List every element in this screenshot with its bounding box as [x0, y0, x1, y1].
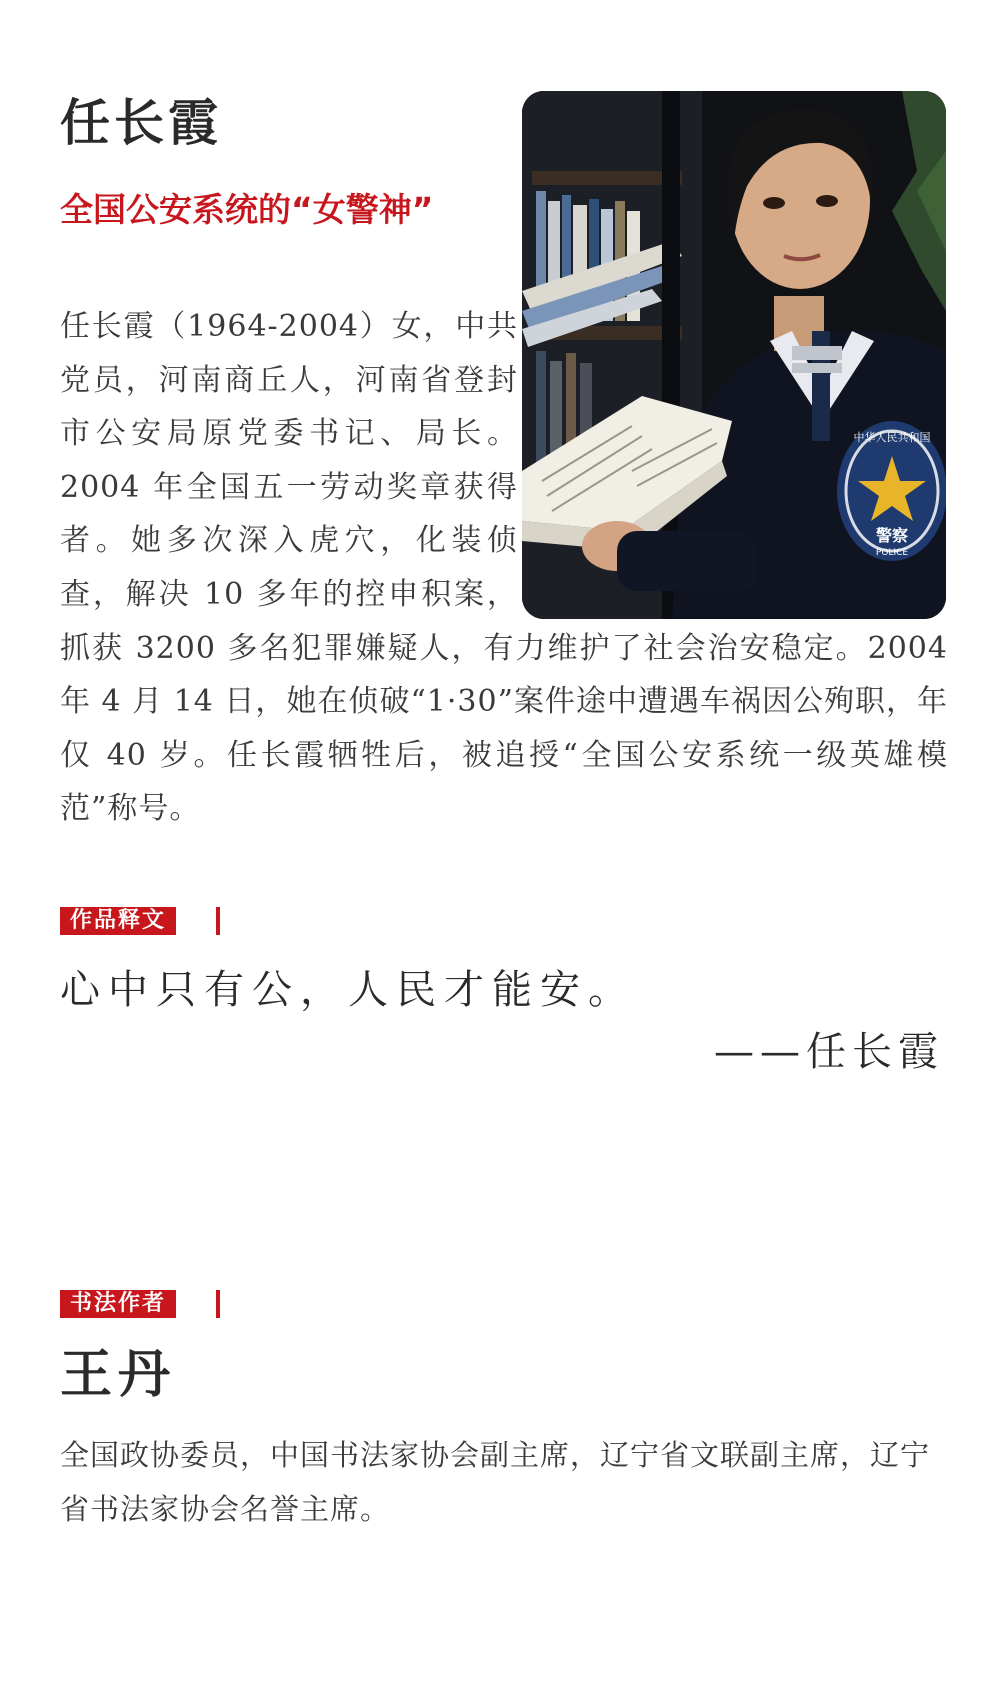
badge-text: 中华人民共和国	[853, 431, 931, 444]
badge-bottom: POLICE	[875, 548, 909, 558]
author-name: 王丹	[60, 1345, 177, 1405]
work-attribution: ——任长霞	[714, 1029, 944, 1075]
work-quote: 心中只有公，人民才能安。	[60, 967, 636, 1013]
subject-bio	[60, 300, 948, 836]
author-tag: 书法作者	[60, 1290, 176, 1318]
badge-label: 警察	[875, 526, 909, 545]
subject-bio-text: 任长霞（1964-2004）女，中共党员，河南商丘人，河南省登封市公安局原党委书记、局长。2004 年全国五一劳动奖章获得者。她多次深入虎穴，化装侦查，解决 10 多年的控申积案，抓获 3200 多名犯罪嫌疑人，有力维护了社会治安稳定。2004 年 4 月 14 日，她在侦破“1·30”案件途中遭遇车祸因公殉职，年仅 40 岁。任长霞牺牲后，被追授“全国公安系统一级英雄模范”称号。	[60, 309, 948, 827]
subject-subtitle: 全国公安系统的“女警神”	[60, 190, 434, 229]
work-tag-bar	[216, 907, 220, 935]
photo-wrap-spacer	[518, 290, 948, 610]
work-tag: 作品释文	[60, 907, 176, 935]
author-tag-bar	[216, 1290, 220, 1318]
author-bio: 全国政协委员，中国书法家协会副主席，辽宁省文联副主席，辽宁省书法家协会名誉主席。	[60, 1438, 931, 1526]
subject-name: 任长霞	[60, 94, 222, 152]
